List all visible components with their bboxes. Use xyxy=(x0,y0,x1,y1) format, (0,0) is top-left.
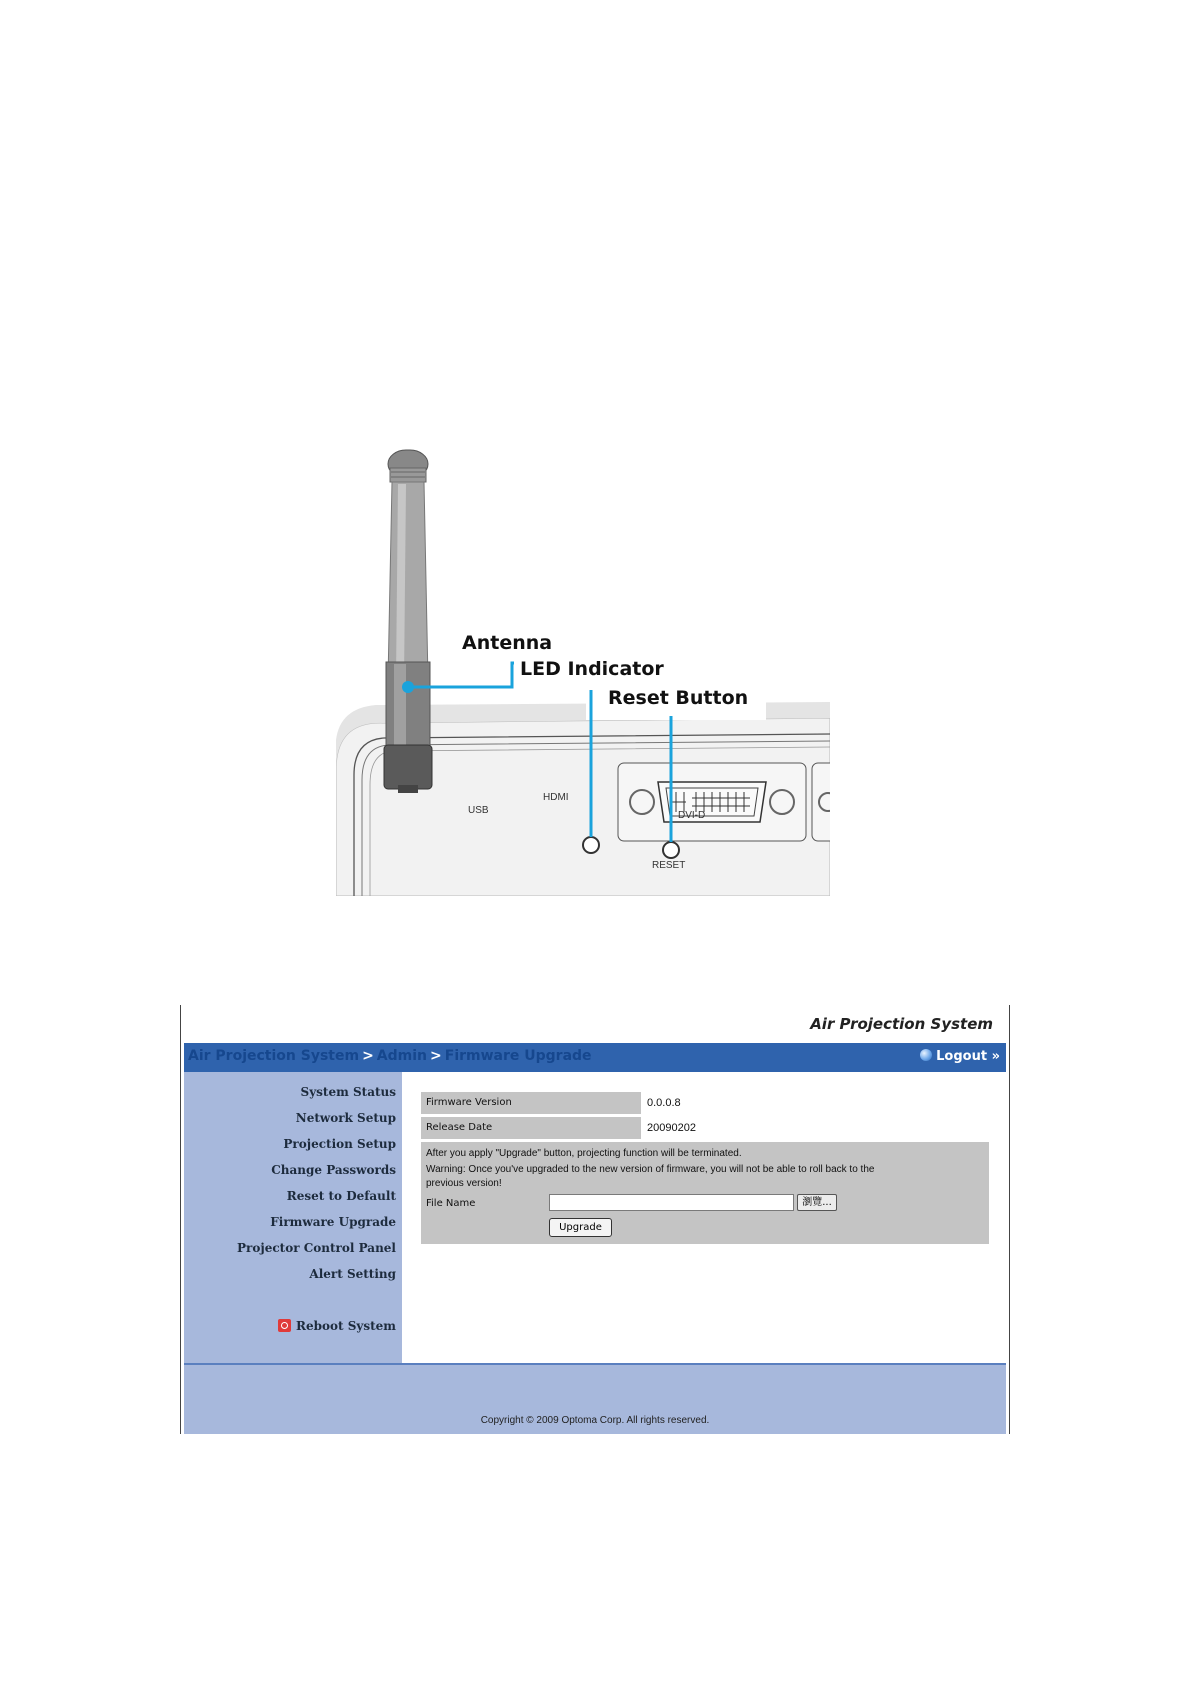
reset-button-callout: Reset Button xyxy=(608,687,749,709)
main-content xyxy=(402,1072,1006,1363)
upgrade-panel xyxy=(421,1142,989,1244)
dvi-d-port xyxy=(618,763,806,841)
breadcrumb-home[interactable]: Air Projection System xyxy=(188,1048,360,1064)
sidebar-item-alert-setting[interactable]: Alert Setting xyxy=(309,1267,396,1281)
logout-label: Logout » xyxy=(936,1049,1000,1064)
led-indicator-graphic xyxy=(583,837,599,853)
upgrade-notice: After you apply "Upgrade" button, projecting function will be terminated. xyxy=(426,1148,742,1159)
firmware-version-value: 0.0.0.8 xyxy=(647,1097,681,1109)
sidebar-item-change-passwords[interactable]: Change Passwords xyxy=(271,1163,396,1177)
navigation-bar xyxy=(184,1043,1006,1072)
logout-link[interactable] xyxy=(920,1049,1000,1064)
breadcrumb-admin[interactable]: Admin xyxy=(376,1048,428,1064)
browse-button[interactable]: 瀏覽... xyxy=(797,1194,837,1211)
release-date-label: Release Date xyxy=(421,1117,641,1139)
upgrade-warning-line2: previous version! xyxy=(426,1178,502,1189)
release-date-value: 20090202 xyxy=(647,1122,696,1134)
antenna-callout-dot xyxy=(402,681,414,693)
copyright-text: Copyright © 2009 Optoma Corp. All rights reserved. xyxy=(480,1415,710,1426)
breadcrumb-current: Firmware Upgrade xyxy=(444,1048,592,1064)
sidebar-item-projector-control-panel[interactable]: Projector Control Panel xyxy=(237,1241,396,1255)
sidebar-item-reset-to-default[interactable]: Reset to Default xyxy=(286,1189,396,1203)
breadcrumb xyxy=(188,1048,592,1064)
reset-button-graphic xyxy=(663,842,679,858)
footer xyxy=(184,1363,1006,1434)
led-indicator-callout: LED Indicator xyxy=(520,658,664,680)
sidebar xyxy=(184,1072,402,1363)
usb-port-label: USB xyxy=(468,805,489,816)
file-name-label: File Name xyxy=(426,1198,476,1209)
upgrade-warning-line1: Warning: Once you've upgraded to the new version of firmware, you will not be able to roll back to the xyxy=(426,1164,875,1175)
firmware-version-label: Firmware Version xyxy=(421,1092,641,1114)
sidebar-item-network-setup[interactable]: Network Setup xyxy=(295,1111,396,1125)
upgrade-button[interactable]: Upgrade xyxy=(549,1218,612,1237)
sidebar-item-firmware-upgrade[interactable]: Firmware Upgrade xyxy=(270,1215,396,1229)
file-name-input[interactable] xyxy=(549,1194,794,1211)
next-port-partial xyxy=(812,763,830,841)
breadcrumb-separator: > xyxy=(362,1048,374,1064)
power-icon xyxy=(278,1319,291,1332)
dvi-d-port-label: DVI-D xyxy=(678,810,706,821)
reset-port-label: RESET xyxy=(652,860,686,871)
device-diagram xyxy=(336,440,830,896)
brand-title: Air Projection System xyxy=(810,1015,993,1033)
sidebar-item-system-status[interactable]: System Status xyxy=(300,1085,396,1099)
reboot-system-label: Reboot System xyxy=(296,1319,396,1333)
antenna-graphic xyxy=(384,450,432,793)
antenna-callout: Antenna xyxy=(462,632,553,654)
globe-icon xyxy=(920,1049,932,1061)
breadcrumb-separator: > xyxy=(430,1048,442,1064)
reboot-system-button[interactable] xyxy=(278,1319,396,1333)
admin-web-page xyxy=(180,1005,1010,1434)
sidebar-item-projection-setup[interactable]: Projection Setup xyxy=(283,1137,396,1151)
hdmi-port-label: HDMI xyxy=(543,792,569,803)
